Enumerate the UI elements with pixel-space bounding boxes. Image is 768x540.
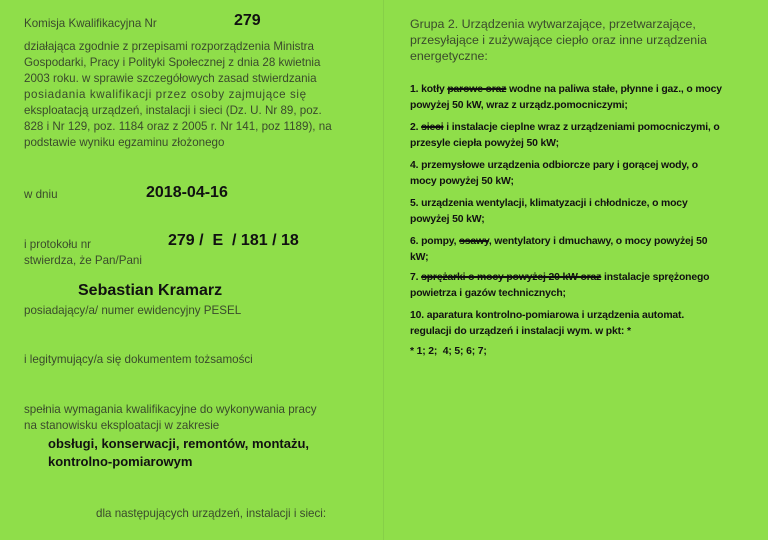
- stwierdza-label: stwierdza, że Pan/Pani: [24, 254, 142, 267]
- item-1-line-1: 1. kotły parowe oraz wodne na paliwa stałe, płynne i gaz., o mocy: [410, 84, 722, 95]
- item-4-line-2: mocy powyżej 50 kW;: [410, 176, 514, 187]
- item-2-line-2: przesyle ciepła powyżej 50 kW;: [410, 138, 559, 149]
- protocol-number: 279 / E / 181 / 18: [168, 232, 299, 249]
- item-7-line-1: 7. sprężarki o mocy powyżej 20 kW oraz instalacje sprężonego: [410, 272, 710, 283]
- body-line-3: 2003 roku. w sprawie szczegółowych zasad stwierdzania: [24, 72, 317, 85]
- group-heading-2: przesyłające i zużywające ciepło oraz inne urządzenia: [410, 33, 707, 47]
- group-heading-3: energetyczne:: [410, 49, 488, 63]
- item-2-line-1: 2. sieci i instalacje cieplne wraz z urządzeniami pomocniczymi, o: [410, 122, 720, 133]
- komisja-number: 279: [234, 12, 261, 29]
- item-6-line-1: 6. pompy, ssawy, wentylatory i dmuchawy, o mocy powyżej 50: [410, 236, 708, 247]
- item-5-line-1: 5. urządzenia wentylacji, klimatyzacji i chłodnicze, o mocy: [410, 198, 688, 209]
- body-line-7: podstawie wyniku egzaminu złożonego: [24, 136, 225, 149]
- scope-line-2: kontrolno-pomiarowym: [48, 454, 193, 469]
- body-line-2: Gospodarki, Pracy i Polityki Społecznej z dnia 28 kwietnia: [24, 56, 321, 69]
- komisja-label: Komisja Kwalifikacyjna Nr: [24, 17, 157, 30]
- body-line-1: działająca zgodnie z przepisami rozporządzenia Ministra: [24, 40, 314, 53]
- right-page: [384, 0, 768, 540]
- item-1-line-2: powyżej 50 kW, wraz z urządz.pomocniczymi;: [410, 100, 628, 111]
- scope-line-1: obsługi, konserwacji, remontów, montażu,: [48, 436, 309, 451]
- body-line-6: 828 i Nr 129, poz. 1184 oraz z 2005 r. Nr 141, poz 1189), na: [24, 120, 332, 133]
- body-line-4: posiadania kwalifikacji przez osoby zajmujące się: [24, 88, 307, 101]
- holder-name: Sebastian Kramarz: [78, 282, 223, 299]
- date-label: w dniu: [24, 188, 58, 201]
- item-10-line-2: regulacji do urządzeń i instalacji wym. w pkt: *: [410, 326, 631, 337]
- item-7-line-2: powietrza i gazów technicznych;: [410, 288, 566, 299]
- protocol-label: i protokołu nr: [24, 238, 92, 251]
- devices-footer: dla następujących urządzeń, instalacji i sieci:: [96, 507, 327, 520]
- body-line-5: eksploatacją urządzeń, instalacji i sieci (Dz. U. Nr 89, poz.: [24, 104, 322, 117]
- requirements-line-1: spełnia wymagania kwalifikacyjne do wykonywania pracy: [24, 403, 317, 416]
- item-6-line-2: kW;: [410, 252, 429, 263]
- item-5-line-2: powyżej 50 kW;: [410, 214, 485, 225]
- item-10-line-1: 10. aparatura kontrolno-pomiarowa i urządzenia automat.: [410, 310, 685, 321]
- requirements-line-2: na stanowisku eksploatacji w zakresie: [24, 419, 220, 432]
- id-document-label: i legitymujący/a się dokumentem tożsamości: [24, 353, 253, 366]
- points-list: * 1; 2; 4; 5; 6; 7;: [410, 346, 487, 357]
- pesel-label: posiadający/a/ numer ewidencyjny PESEL: [24, 304, 242, 317]
- item-4-line-1: 4. przemysłowe urządzenia odbiorcze pary i gorącej wody, o: [410, 160, 698, 171]
- exam-date: 2018-04-16: [146, 184, 228, 201]
- group-heading-1: Grupa 2. Urządzenia wytwarzające, przetwarzające,: [410, 17, 696, 31]
